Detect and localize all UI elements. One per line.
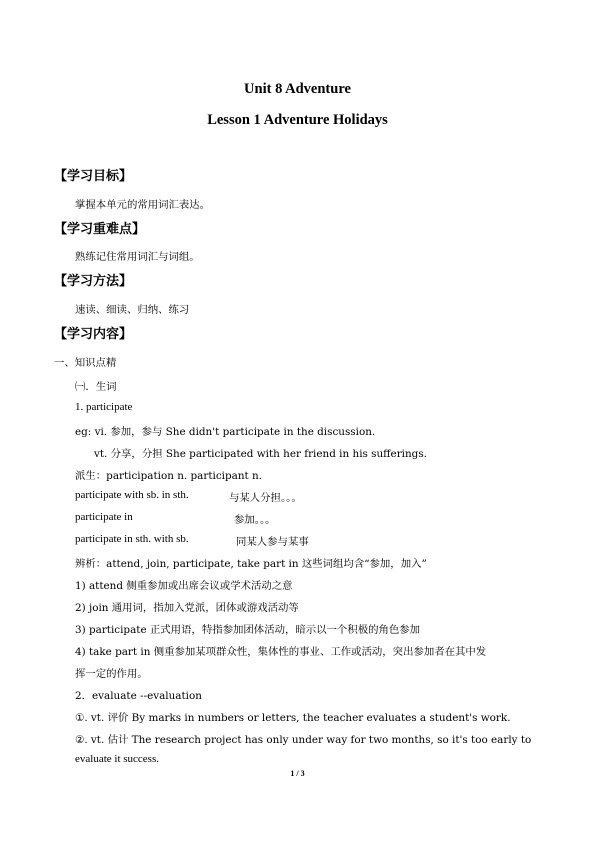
page-number: 1 / 3 (290, 769, 305, 778)
key-heading: 【学习重难点】 (54, 222, 146, 237)
goal-text: 掌握本单元的常用词汇表达。 (75, 199, 211, 211)
method-heading: 【学习方法】 (54, 274, 133, 289)
distinction-four-cont: 挥一定的作用。 (75, 668, 148, 680)
part-one-label: 一、知识点精 (54, 357, 117, 369)
phrase-two-meaning: 参加。。。 (234, 514, 276, 526)
evaluate-one: ①. vt. 评价 By marks in numbers or letters, the teacher evaluates a student's work. (75, 712, 511, 724)
phrase-two: participate in (75, 511, 133, 523)
phrase-one-meaning: 与某人分担。。。 (229, 492, 302, 504)
word-one: 1. participate (75, 401, 133, 413)
example-one: eg: vi. 参加，参与 She didn't participate in the discussion. (75, 426, 376, 438)
example-two: vt. 分享，分担 She participated with her friend in his sufferings. (94, 448, 427, 460)
method-text: 速读、细读、归纳、练习 (75, 304, 190, 316)
unit-title: Unit 8 Adventure (244, 81, 351, 97)
distinction-three: 3) participate 正式用语，特指参加团体活动，暗示以一个积极的角色参加 (75, 624, 421, 636)
phrase-three-meaning: 同某人参与某事 (236, 536, 309, 548)
derivation: 派生：participation n. participant n. (75, 470, 262, 482)
distinction-two: 2) join 通用词，指加入党派，团体或游戏活动等 (75, 602, 299, 614)
goal-heading: 【学习目标】 (54, 169, 133, 184)
distinction-one: 1) attend 侧重参加或出席会议或学术活动之意 (75, 580, 293, 592)
evaluate-two: ②. vt. 估计 The research project has only under way for two months, so it's too early to (75, 734, 532, 746)
distinction-four: 4) take part in 侧重参加某项群众性，集体性的事业、工作或活动，突出参加者在其中发 (75, 646, 487, 658)
phrase-three: participate in sth. with sb. (75, 533, 189, 545)
word-two: 2．evaluate --evaluation (75, 690, 202, 702)
evaluate-two-cont: evaluate it success. (75, 753, 159, 765)
sub-one-label: ㈠．生词 (75, 381, 117, 393)
key-text: 熟练记住常用词汇与词组。 (75, 251, 200, 263)
distinction: 辨析：attend, join, participate, take part in 这些词组均含“参加，加入” (75, 558, 427, 570)
lesson-title: Lesson 1 Adventure Holidays (207, 112, 388, 128)
phrase-one: participate with sb. in sth. (75, 489, 189, 501)
content-heading: 【学习内容】 (54, 327, 133, 342)
